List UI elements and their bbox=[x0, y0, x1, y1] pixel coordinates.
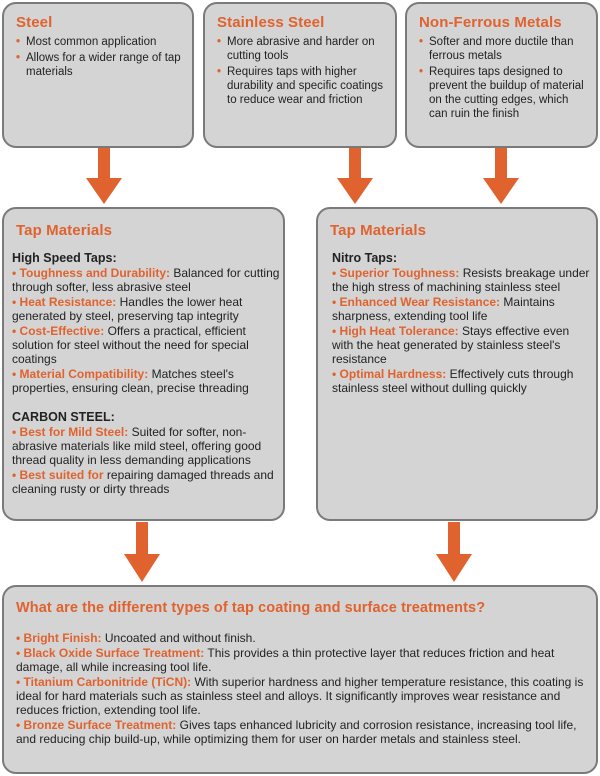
high-speed-section bbox=[12, 251, 280, 396]
stainless-bullets bbox=[217, 35, 392, 109]
nitro-section bbox=[332, 251, 592, 396]
coatings-box bbox=[2, 585, 598, 774]
list-item: • More abrasive and harder on cutting tools bbox=[217, 35, 392, 63]
coatings-items bbox=[16, 631, 588, 747]
stainless-box bbox=[203, 2, 397, 148]
nonferrous-bullets bbox=[419, 35, 589, 123]
arrow-down-icon bbox=[337, 148, 373, 206]
list-item: • Cost-Effective: Offers a practical, efficient solution for steel without the need for special coatings bbox=[12, 324, 249, 366]
tap-materials-steel-box bbox=[2, 207, 285, 521]
list-item: • Requires taps designed to prevent the buildup of material on the cutting edges, which can ruin the finish bbox=[419, 65, 589, 121]
arrow-down-icon bbox=[436, 522, 472, 584]
list-item: • Best suited for repairing damaged threads and cleaning rusty or dirty threads bbox=[12, 468, 274, 496]
list-item: • Material Compatibility: Matches steel's properties, ensuring clean, precise threading bbox=[12, 367, 249, 395]
list-item: • Most common application bbox=[16, 35, 188, 49]
list-item: • Enhanced Wear Resistance: Maintains sharpness, extending tool life bbox=[332, 295, 555, 323]
steel-bullets bbox=[16, 35, 188, 81]
list-item: • Bright Finish: Uncoated and without finish. bbox=[16, 631, 256, 645]
coatings-title: What are the different types of tap coating and surface treatments? bbox=[16, 600, 486, 616]
list-item: • Superior Toughness: Resists breakage under the high stress of machining stainless steel bbox=[332, 266, 590, 294]
nitro-items bbox=[332, 266, 592, 395]
list-item: • Allows for a wider range of tap materials bbox=[16, 51, 188, 79]
list-item: • Optimal Hardness: Effectively cuts through stainless steel without dulling quickly bbox=[332, 367, 574, 395]
list-item: • Titanium Carbonitride (TiCN): With superior hardness and higher temperature resistance, this coating is ideal for hard materials such as stainless steel and alloys. It significantly improves wear resistance and reduces friction, extending tool life. bbox=[16, 675, 584, 717]
arrow-down-icon bbox=[86, 148, 122, 206]
carbon-steel-items bbox=[12, 425, 280, 496]
tap-materials-stainless-box bbox=[316, 207, 598, 521]
list-item: • Bronze Surface Treatment: Gives taps enhanced lubricity and corrosion resistance, increasing tool life, and reducing chip build-up, while optimizing them for user on harder metals and stainless steel. bbox=[16, 718, 577, 746]
list-item: • Requires taps with higher durability and specific coatings to reduce wear and friction bbox=[217, 65, 392, 107]
section-heading: Nitro Taps: bbox=[332, 251, 398, 265]
nonferrous-box bbox=[405, 2, 598, 148]
high-speed-items bbox=[12, 266, 280, 395]
tap-materials-title: Tap Materials bbox=[330, 222, 427, 239]
list-item: • Black Oxide Surface Treatment: This provides a thin protective layer that reduces friction and heat damage, all while increasing tool life. bbox=[16, 646, 555, 674]
arrow-down-icon bbox=[124, 522, 160, 584]
list-item: • Softer and more ductile than ferrous metals bbox=[419, 35, 589, 63]
arrow-down-icon bbox=[483, 148, 519, 206]
list-item: • Heat Resistance: Handles the lower heat generated by steel, preserving tap integrity bbox=[12, 295, 243, 323]
nonferrous-title: Non-Ferrous Metals bbox=[419, 14, 562, 31]
steel-box bbox=[2, 2, 194, 148]
steel-title: Steel bbox=[16, 14, 53, 31]
stainless-title: Stainless Steel bbox=[217, 14, 325, 31]
list-item: • High Heat Tolerance: Stays effective even with the heat generated by stainless steel's resistance bbox=[332, 324, 570, 366]
carbon-steel-section bbox=[12, 410, 280, 497]
list-item: • Best for Mild Steel: Suited for softer, non-abrasive materials like mild steel, offering good thread quality in less demanding applications bbox=[12, 425, 262, 467]
list-item: • Toughness and Durability: Balanced for cutting through softer, less abrasive steel bbox=[12, 266, 280, 294]
section-heading: High Speed Taps: bbox=[12, 251, 117, 265]
tap-materials-title: Tap Materials bbox=[16, 222, 113, 239]
section-heading: CARBON STEEL: bbox=[12, 410, 115, 424]
